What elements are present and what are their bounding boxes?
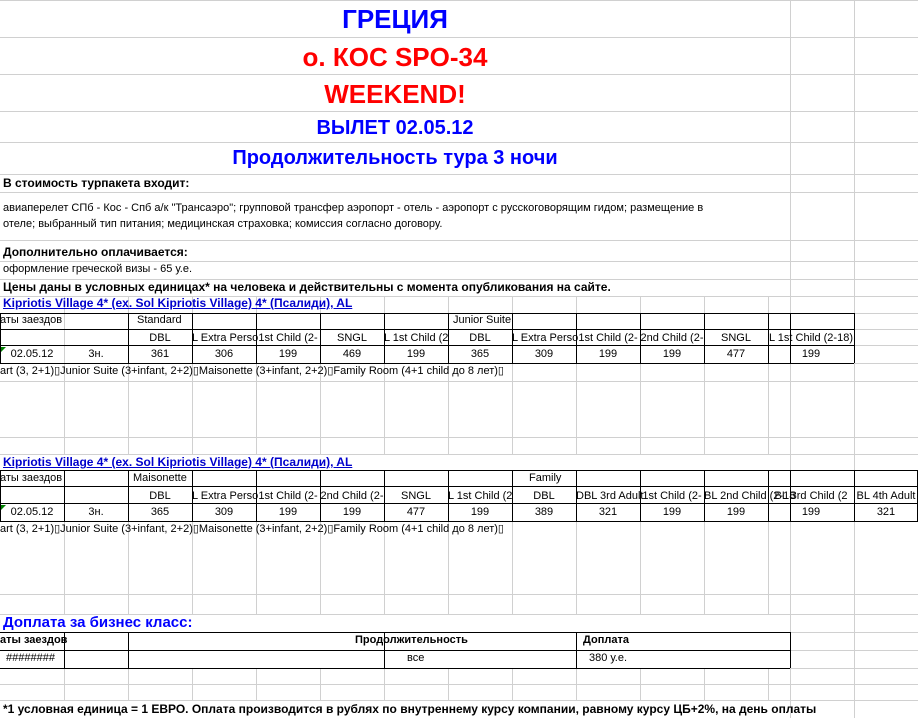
island-title: о. КОС SPO-34 [302, 42, 488, 72]
hotel1-price-5[interactable]: 365 [470, 348, 490, 360]
hotel1-price-4[interactable]: 199 [406, 348, 426, 360]
hotel1-price-0[interactable]: 361 [150, 348, 170, 360]
hotel2-link[interactable]: Kipriotis Village 4* (ex. Sol Kipriotis Village) 4* (Псалиди), AL [3, 455, 353, 469]
hotel1-header-7[interactable]: 1st Child (2- [578, 332, 638, 344]
prices-note: Цены даны в условных единицах* на человека и действительны с момента опубликования на сайте. [3, 280, 611, 294]
hotel2-price-1[interactable]: 309 [214, 506, 234, 518]
business-col-dates: аты заездов [0, 634, 68, 646]
hotel1-price-10[interactable]: 199 [801, 348, 821, 360]
hotel2-header-1[interactable]: L Extra Perso [192, 490, 259, 502]
hotel2-header-6[interactable]: DBL [533, 490, 555, 502]
business-title: Доплата за бизнес класс: [3, 614, 193, 631]
hotel1-dates-label: аты заездов [0, 314, 63, 326]
hotel2-header-7[interactable]: DBL 3rd Adult [576, 490, 644, 502]
hotel2-price-11[interactable]: 321 [876, 506, 896, 518]
business-date-value[interactable]: ######## [6, 652, 55, 664]
hotel2-header-11[interactable]: BL 4th Adult [856, 490, 916, 502]
hotel1-header-0[interactable]: DBL [149, 332, 171, 344]
includes-text-1: авиаперелет СПб - Кос - Спб а/к "Трансаэро"; групповой трансфер аэропорт - отель - аэропорт с русскоговорящим гидом; размещение в [3, 202, 704, 214]
hotel1-group-standard: Standard [137, 314, 182, 326]
business-col-price: Доплата [583, 634, 629, 646]
business-price-value[interactable]: 380 у.е. [589, 652, 628, 664]
hotel1-header-3[interactable]: SNGL [337, 332, 367, 344]
hotel2-nights[interactable]: 3н. [88, 506, 104, 518]
hotel2-price-8[interactable]: 199 [662, 506, 682, 518]
hotel2-price-10[interactable]: 199 [801, 506, 821, 518]
hotel2-header-2[interactable]: 1st Child (2- [258, 490, 318, 502]
business-col-duration: Продолжительность [355, 634, 468, 646]
hotel2-price-2[interactable]: 199 [278, 506, 298, 518]
hotel2-price-7[interactable]: 321 [598, 506, 618, 518]
footnote: *1 условная единица = 1 ЕВРО. Оплата производится в рублях по внутреннему курсу компании, равному курсу ЦБ+2%, на день оплаты [3, 702, 817, 716]
hotel2-header-4[interactable]: SNGL [401, 490, 431, 502]
hotel1-header-5[interactable]: DBL [469, 332, 491, 344]
hotel1-link[interactable]: Kipriotis Village 4* (ex. Sol Kipriotis Village) 4* (Псалиди), AL [3, 296, 353, 310]
hotel1-group-junior: Junior Suite [453, 314, 512, 326]
hotel1-price-2[interactable]: 199 [278, 348, 298, 360]
duration-title: Продолжительность тура 3 ночи [232, 147, 558, 169]
hotel1-nights[interactable]: 3н. [88, 348, 104, 360]
hotel1-price-3[interactable]: 469 [342, 348, 362, 360]
hotel2-header-8[interactable]: 1st Child (2- [642, 490, 702, 502]
hotel2-price-5[interactable]: 199 [470, 506, 490, 518]
country-title: ГРЕЦИЯ [342, 4, 448, 34]
hotel1-price-6[interactable]: 309 [534, 348, 554, 360]
includes-text-2: отеле; выбранный тип питания; медицинская страховка; комиссия согласно договору. [3, 218, 443, 230]
hotel2-header-9[interactable]: BL 2nd Child (2-18 [704, 490, 796, 502]
hotel2-price-4[interactable]: 477 [406, 506, 426, 518]
hotel2-header-0[interactable]: DBL [149, 490, 171, 502]
hotel1-price-8[interactable]: 199 [662, 348, 682, 360]
hotel1-header-4[interactable]: L 1st Child (2 [384, 332, 449, 344]
promo-title: WEEKEND! [324, 79, 466, 109]
hotel1-rooms-note: art (3, 2+1)▯Junior Suite (3+infant, 2+2)▯Maisonette (3+infant, 2+2)▯Family Room (4+1 child до 8 лет)▯ [0, 365, 504, 377]
hotel2-price-3[interactable]: 199 [342, 506, 362, 518]
extra-text: оформление греческой визы - 65 у.е. [3, 263, 193, 275]
includes-title: В стоимость турпакета входит: [3, 176, 190, 190]
hotel2-price-0[interactable]: 365 [150, 506, 170, 518]
hotel2-date[interactable]: 02.05.12 [10, 506, 54, 518]
hotel1-header-10[interactable]: L 1st Child (2-18) [769, 332, 853, 344]
extra-title: Дополнительно оплачивается: [3, 245, 188, 259]
hotel1-header-2[interactable]: 1st Child (2- [258, 332, 318, 344]
hotel2-header-5[interactable]: L 1st Child (2 [448, 490, 513, 502]
hotel2-price-9[interactable]: 199 [726, 506, 746, 518]
business-duration-value[interactable]: все [407, 652, 425, 664]
hotel1-price-9[interactable]: 477 [726, 348, 746, 360]
hotel1-header-6[interactable]: L Extra Perso [512, 332, 579, 344]
hotel2-price-6[interactable]: 389 [534, 506, 554, 518]
hotel1-header-9[interactable]: SNGL [721, 332, 751, 344]
hotel1-date[interactable]: 02.05.12 [10, 348, 54, 360]
hotel1-price-1[interactable]: 306 [214, 348, 234, 360]
hotel2-header-3[interactable]: 2nd Child (2- [320, 490, 384, 502]
hotel2-dates-label: аты заездов [0, 472, 63, 484]
hotel2-group-maisonette: Maisonette [133, 472, 187, 484]
hotel2-header-10[interactable]: BL 3rd Child (2 [774, 490, 848, 502]
departure-title: ВЫЛЕТ 02.05.12 [316, 117, 474, 139]
hotel2-rooms-note: art (3, 2+1)▯Junior Suite (3+infant, 2+2)▯Maisonette (3+infant, 2+2)▯Family Room (4+1 child до 8 лет)▯ [0, 523, 504, 535]
hotel2-group-family: Family [529, 472, 562, 484]
hotel1-price-7[interactable]: 199 [598, 348, 618, 360]
hotel1-header-1[interactable]: L Extra Perso [192, 332, 259, 344]
hotel1-header-8[interactable]: 2nd Child (2- [640, 332, 704, 344]
